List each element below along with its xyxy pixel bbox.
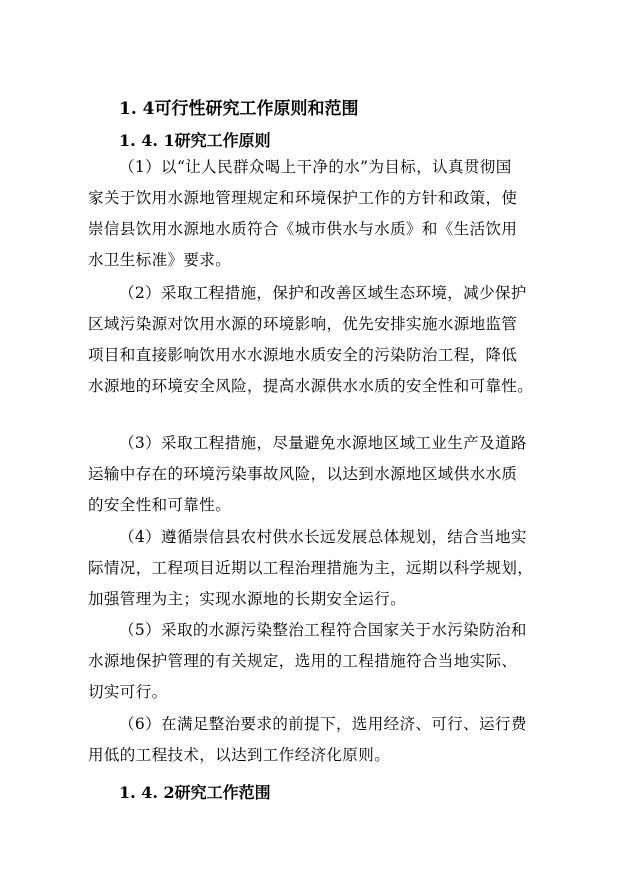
text-line: 切实可行。 bbox=[88, 683, 168, 701]
text-line: 运输中存在的环境污染事故风险，以达到水源地区域供水水质 bbox=[88, 465, 518, 483]
text-line: （2）采取工程措施，保护和改善区域生态环境，减少保护 bbox=[119, 284, 527, 302]
text-line: 崇信县饮用水源地水质符合《城市供水与水质》和《生活饮用 bbox=[88, 220, 518, 238]
text-line: 家关于饮用水源地管理规定和环境保护工作的方针和政策，使 bbox=[88, 189, 518, 207]
text-line: 际情况，工程项目近期以工程治理措施为主，远期以科学规划， bbox=[88, 559, 534, 577]
text-line: （6）在满足整治要求的前提下，选用经济、可行、运行费 bbox=[119, 715, 527, 733]
text-line: 项目和直接影响饮用水水源地水质安全的污染防治工程，降低 bbox=[88, 346, 518, 364]
text-line: 用低的工程技术，以达到工作经济化原则。 bbox=[88, 746, 391, 764]
text-line: （5）采取的水源污染整治工程符合国家关于水污染防治和 bbox=[119, 621, 527, 639]
text-line: 的安全性和可靠性。 bbox=[88, 496, 232, 514]
text-line: 水卫生标准》要求。 bbox=[88, 251, 232, 269]
text-line: 区域污染源对饮用水源的环境影响，优先安排实施水源地监管 bbox=[88, 315, 518, 333]
text-line: 水源地的环境安全风险，提高水源供水水质的安全性和可靠性。 bbox=[88, 377, 534, 395]
text-line: （4）遵循崇信县农村供水长远发展总体规划，结合当地实 bbox=[119, 528, 527, 546]
text-line: （3）采取工程措施，尽量避免水源地区域工业生产及道路 bbox=[119, 434, 527, 452]
subsection-title-scope: 1. 4. 2研究工作范围 bbox=[119, 783, 271, 802]
text-line: （1）以“让人民群众喝上干净的水”为目标，认真贯彻国 bbox=[119, 158, 512, 176]
text-line: 水源地保护管理的有关规定，选用的工程措施符合当地实际、 bbox=[88, 652, 518, 670]
text-line: 加强管理为主；实现水源地的长期安全运行。 bbox=[88, 590, 407, 608]
section-title: 1. 4可行性研究工作原则和范围 bbox=[119, 99, 359, 119]
subsection-title-principles: 1. 4. 1研究工作原则 bbox=[119, 131, 271, 150]
